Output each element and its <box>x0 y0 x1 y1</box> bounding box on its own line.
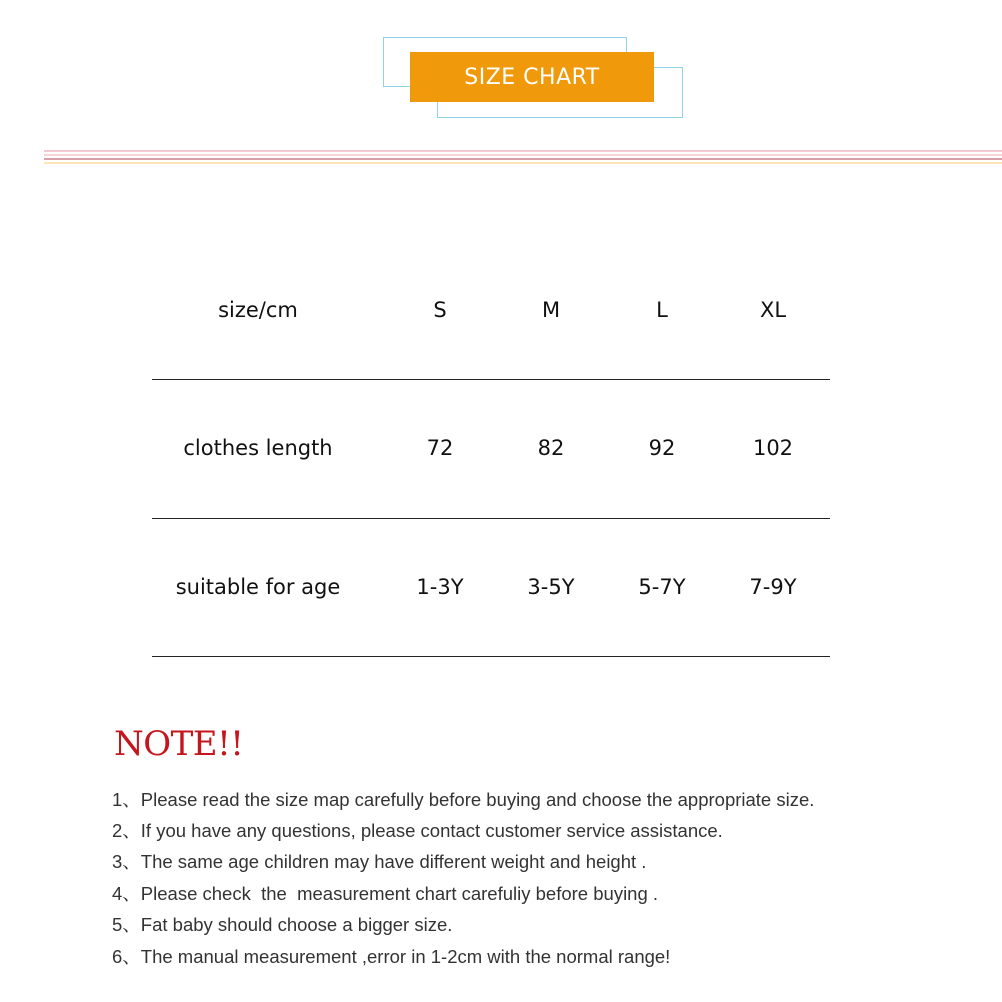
table-divider <box>152 379 830 380</box>
stripe <box>44 150 1002 152</box>
table-header-size: XL <box>759 298 787 322</box>
note-item: 5、Fat baby should choose a bigger size. <box>112 914 453 935</box>
stripe <box>44 158 1002 160</box>
size-chart-title: SIZE CHART <box>410 52 654 102</box>
stripe <box>44 154 1002 156</box>
note-title: NOTE!! <box>114 724 244 764</box>
table-cell: 102 <box>752 436 794 460</box>
table-cell: 5-7Y <box>638 575 686 599</box>
note-item: 6、The manual measurement ,error in 1-2cm with the normal range! <box>112 946 671 967</box>
table-divider <box>152 518 830 519</box>
row-label-suitable-age: suitable for age <box>175 575 341 599</box>
table-cell: 82 <box>537 436 565 460</box>
table-divider <box>152 656 830 657</box>
table-cell: 3-5Y <box>527 575 575 599</box>
table-header-size: M <box>541 298 561 322</box>
table-cell: 72 <box>426 436 454 460</box>
table-header-size: S <box>433 298 447 322</box>
note-item: 3、The same age children may have different weight and height . <box>112 851 647 872</box>
table-header-size: L <box>656 298 668 322</box>
stripe <box>44 162 1002 164</box>
note-item: 2、If you have any questions, please contact customer service assistance. <box>112 820 723 841</box>
row-label-clothes-length: clothes length <box>183 436 333 460</box>
table-cell: 7-9Y <box>749 575 797 599</box>
note-item: 4、Please check the measurement chart carefuliy before buying . <box>112 883 659 904</box>
table-cell: 92 <box>648 436 676 460</box>
table-header-label: size/cm <box>218 298 298 322</box>
decorative-stripes <box>44 150 1002 166</box>
table-cell: 1-3Y <box>416 575 464 599</box>
note-item: 1、Please read the size map carefully before buying and choose the appropriate size. <box>112 789 815 810</box>
